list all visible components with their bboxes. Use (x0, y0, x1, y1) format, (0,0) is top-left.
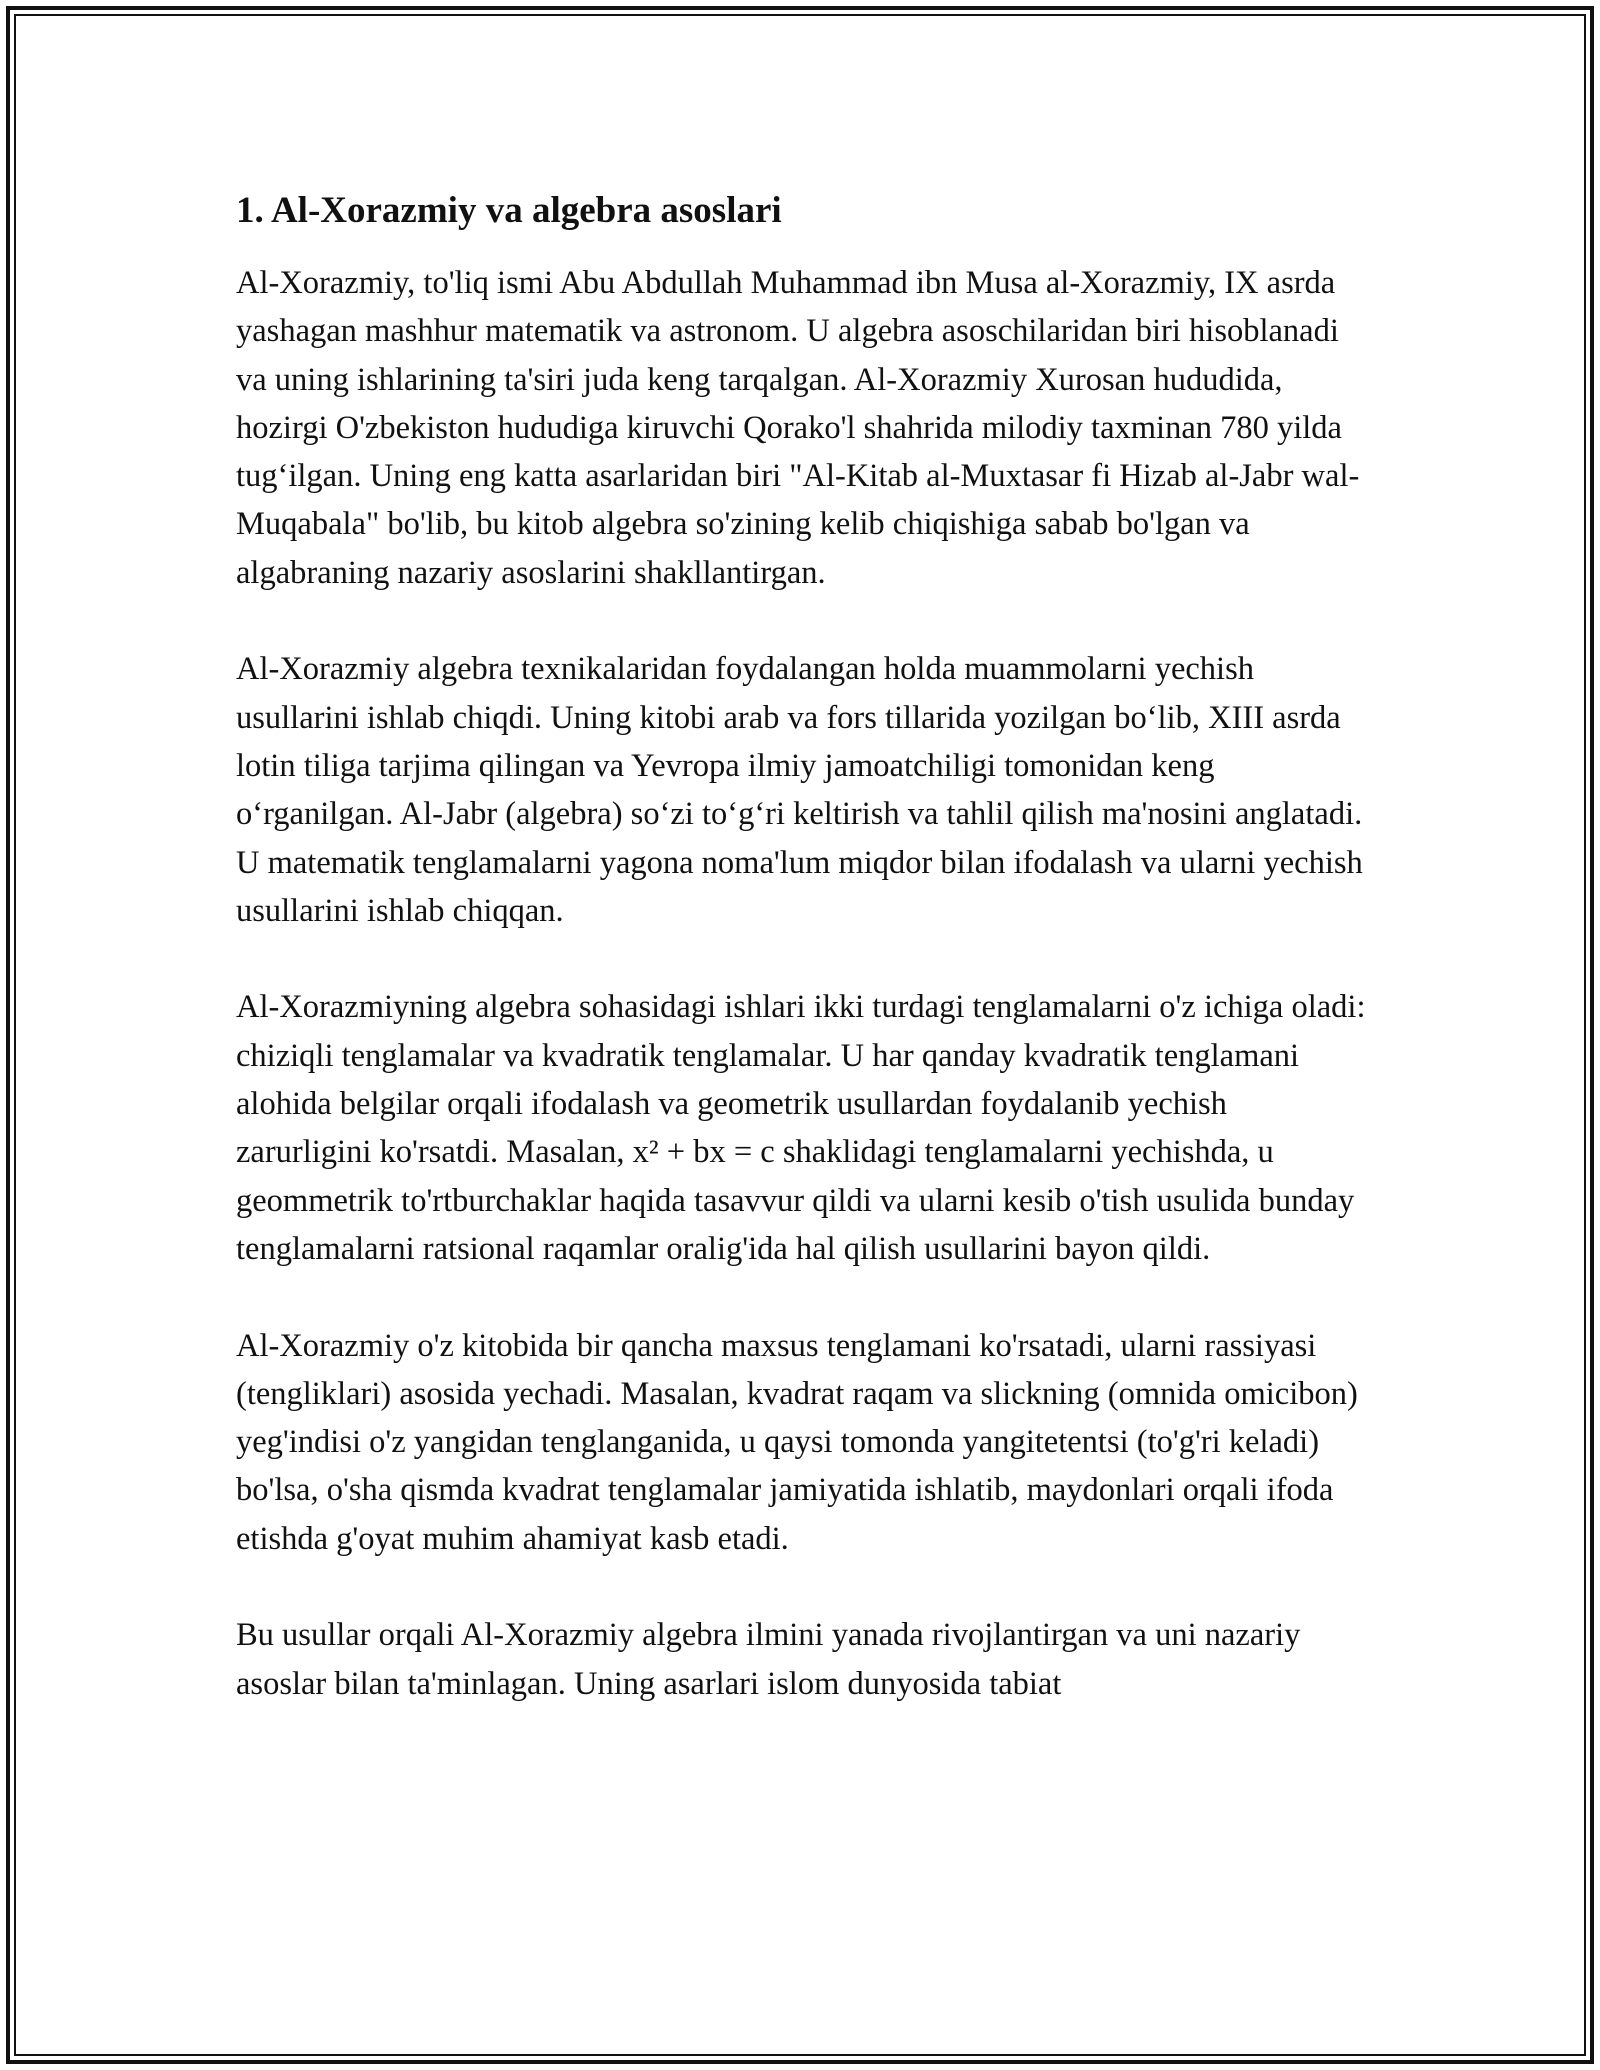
paragraph-intro: Al-Xorazmiy, to'liq ismi Abu Abdullah Muhammad ibn Musa al-Xorazmiy, IX asrda yashagan mashhur matematik va astronom. U algebra asoschilaridan biri hisoblanadi va uning ishlarining ta'siri juda keng tarqalgan. Al-Xorazmiy Xurosan hududida, hozirgi O'zbekiston hududiga kiruvchi Qorako'l shahrida milodiy taxminan 780 yilda tug‘ilgan. Uning eng katta asarlaridan biri "Al-Kitab al-Muxtasar fi Hizab al-Jabr wal-Muqabala" bo'lib, bu kitob algebra so'zining kelib chiqishiga sabab bo'lgan va algabraning nazariy asoslarini shakllantirgan. (236, 265, 1360, 591)
document-body (236, 186, 1366, 1756)
paragraph-conclusion: Bu usullar orqali Al-Xorazmiy algebra ilmini yanada rivojlantirgan va uni nazariy asoslar bilan ta'minlagan. Uning asarlari islom dunyosida tabiat (236, 1617, 1301, 1702)
paragraph-special-equations: Al-Xorazmiy o'z kitobida bir qancha maxsus tenglamani ko'rsatadi, ularni rassiyasi (tengliklari) asosida yechadi. Masalan, kvadrat raqam va slickning (omnida omicibon) yeg'indisi o'z yangidan tenglanganida, u qaysi tomonda yangitetentsi (to'g'ri keladi) bo'lsa, o'sha qismda kvadrat tenglamalar jamiyatida ishlatib, maydonlari orqali ifoda etishda g'oyat muhim ahamiyat kasb etadi. (236, 1327, 1358, 1557)
paragraph-methods: Al-Xorazmiy algebra texnikalaridan foydalangan holda muammolarni yechish usullarini ishlab chiqdi. Uning kitobi arab va fors tillarida yozilgan bo‘lib, XIII asrda lotin tiliga tarjima qilingan va Yevropa ilmiy jamoatchiligi tomonidan keng o‘rganilgan. Al-Jabr (algebra) so‘zi to‘g‘ri keltirish va tahlil qilish ma'nosini anglatadi. U matematik tenglamalarni yagona noma'lum miqdor bilan ifodalash va ularni yechish usullarini ishlab chiqqan. (236, 651, 1363, 929)
paragraph-equations: Al-Xorazmiyning algebra sohasidagi ishlari ikki turdagi tenglamalarni o'z ichiga oladi: chiziqli tenglamalar va kvadratik tenglamalar. U har qanday kvadratik tenglamani alohida belgilar orqali ifodalash va geometrik usullardan foydalanib yechish zarurligini ko'rsatdi. Masalan, x² + bx = c shaklidagi tenglamalarni yechishda, u geommetrik to'rtburchaklar haqida tasavvur qildi va ularni kesib o'tish usulida bunday tenglamalarni ratsional raqamlar oralig'ida hal qilish usullarini bayon qildi. (236, 989, 1366, 1267)
section-heading: 1. Al-Xorazmiy va algebra asoslari (236, 190, 782, 231)
